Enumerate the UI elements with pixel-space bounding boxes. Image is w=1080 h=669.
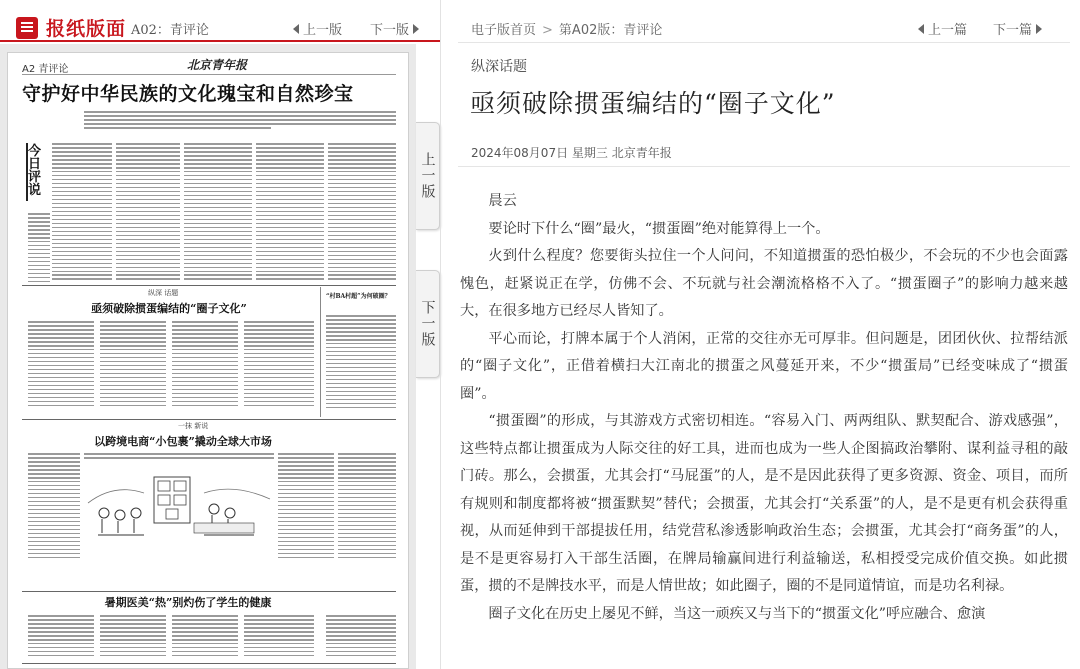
column-text xyxy=(84,453,274,461)
paper-section-label: A2 青评论 xyxy=(22,64,69,75)
column-text xyxy=(326,315,396,411)
next-page-label: 下一版 xyxy=(370,23,410,38)
article-paragraph: 平心而论，打牌本属于个人消闲，正常的交往亦无可厚非。但问题是，团团伙伙、拉帮结派的“圈子文化”，正借着横扫大江南北的掼蛋之风蔓延开来，不少“掼蛋局”已经变味成了“掼蛋圈”。 xyxy=(460,330,1068,402)
article-paragraph: “掼蛋圈”的形成，与其游戏方式密切相连。“容易入门、两两组队、默契配合、游戏感强”，这些特点都让掼蛋成为人际交往的好工具，进而也成为一些人企图搞政治攀附、谋利益寻租的敲门砖。那么，会掼蛋，尤其会打“马屁蛋”的人，是不是因此获得了更多资源、资金、项目，而所有规则和制度都将被“掼蛋默契”替代；会掼蛋，尤其会打“关系蛋”的人，是不是更有机会获得重视，从而延伸到干部提拔任用，结党营私渗透影响政治生态；会掼蛋，尤其会打“商务蛋”的人，是不是更容易打入干部生活圈，在牌局输赢间进行利益输送，私相授受完成价值交换。如此掼蛋，掼的不是牌技水平，而是人情世故；如此圈子，圈的不是同道情谊，而是功名利禄。 xyxy=(460,413,1068,594)
column-text xyxy=(338,453,396,561)
header-rule xyxy=(458,42,1070,43)
section-divider xyxy=(22,419,396,420)
brand xyxy=(16,14,126,41)
pane-divider xyxy=(440,0,441,669)
brand-title: 报纸版面 xyxy=(46,18,127,40)
column-text xyxy=(328,143,396,282)
column-text xyxy=(100,321,166,409)
section-divider xyxy=(22,591,396,592)
triangle-left-icon xyxy=(293,24,299,34)
triangle-right-icon xyxy=(1036,24,1042,34)
prev-page-tab-label: 上一版 xyxy=(419,152,436,200)
edition-label: A02：青评论 xyxy=(131,23,209,38)
triangle-right-icon xyxy=(413,24,419,34)
column-text xyxy=(28,213,50,289)
article-kicker: 纵深话题 xyxy=(471,59,527,75)
breadcrumb xyxy=(471,19,662,38)
prev-article-link[interactable] xyxy=(918,19,967,38)
breadcrumb-home[interactable]: 电子版首页 xyxy=(471,23,537,38)
article3-kicker: 一抹 新说 xyxy=(178,422,209,430)
footer-rule xyxy=(22,663,396,664)
paper-page-header xyxy=(22,59,396,75)
article2-kicker: 纵深 话题 xyxy=(148,289,179,297)
triangle-left-icon xyxy=(918,24,924,34)
column-text xyxy=(28,615,94,659)
prev-page-tab[interactable] xyxy=(416,122,440,230)
side-column-title: 今日评说 xyxy=(28,144,42,198)
column-text xyxy=(244,321,314,409)
article-meta: 2024年08月07日 星期三 北京青年报 xyxy=(471,146,672,160)
column-text xyxy=(244,615,314,659)
article4-title[interactable]: 暑期医美“热”别灼伤了学生的健康 xyxy=(104,596,272,609)
article-headline: 亟须破除掼蛋编结的“圈子文化” xyxy=(470,89,836,118)
paper-main-title[interactable]: 守护好中华民族的文化瑰宝和自然珍宝 xyxy=(22,83,354,105)
newspaper-page[interactable] xyxy=(7,52,409,669)
column-text xyxy=(100,615,166,659)
article-body xyxy=(460,188,1068,628)
lead-text xyxy=(84,111,396,131)
prev-page-link[interactable] xyxy=(293,19,342,38)
column-text xyxy=(184,143,252,282)
newspaper-icon xyxy=(16,17,38,39)
article3-title[interactable]: 以跨境电商“小包裹”撬动全球大市场 xyxy=(94,435,272,448)
article-author: 晨云 xyxy=(488,193,517,209)
breadcrumb-edition[interactable]: 第A02版：青评论 xyxy=(558,23,663,38)
column-text xyxy=(278,453,334,561)
column-text xyxy=(28,321,94,409)
cartoon-illustration xyxy=(84,463,274,543)
column-text xyxy=(28,453,80,561)
article-paragraph: 火到什么程度？您要街头拉住一个人问问，不知道掼蛋的恐怕极少，不会玩的不少也会面露愧色，赶紧说正在学，仿佛不会、不玩就与社会潮流格格不入了。“掼蛋圈子”的影响力越来越大，在很多地方已经尽人皆知了。 xyxy=(460,248,1068,319)
next-page-tab-label: 下一版 xyxy=(419,300,436,348)
next-page-link[interactable] xyxy=(370,19,419,38)
header-red-rule xyxy=(0,40,440,42)
meta-rule xyxy=(458,166,1070,167)
column-text xyxy=(172,321,238,409)
side-column-bar xyxy=(26,143,28,201)
next-page-tab[interactable] xyxy=(416,270,440,378)
next-article-link[interactable] xyxy=(993,19,1042,38)
article2-title[interactable]: 亟须破除掼蛋编结的“圈子文化” xyxy=(91,302,247,315)
column-text xyxy=(52,143,112,282)
paper-viewer xyxy=(0,44,416,669)
breadcrumb-separator: > xyxy=(542,23,553,38)
masthead-logo: 北京青年报 xyxy=(187,58,248,72)
prev-page-label: 上一版 xyxy=(303,23,343,38)
next-article-label: 下一篇 xyxy=(993,23,1033,38)
article-paragraph: 要论时下什么“圈”最火，“掼蛋圈”绝对能算得上一个。 xyxy=(488,220,830,237)
column-text xyxy=(256,143,324,282)
prev-article-label: 上一篇 xyxy=(928,23,968,38)
article-paragraph: 圈子文化在历史上屡见不鲜，当这一顽疾又与当下的“掼蛋文化”呼应融合、愈演 xyxy=(488,605,986,622)
column-text xyxy=(326,615,396,659)
sidebar-article-title[interactable]: “村BA村超”为何破圈？ xyxy=(326,293,391,300)
column-text xyxy=(116,143,180,282)
section-divider xyxy=(22,285,396,286)
column-text xyxy=(172,615,238,659)
column-divider xyxy=(320,287,321,417)
